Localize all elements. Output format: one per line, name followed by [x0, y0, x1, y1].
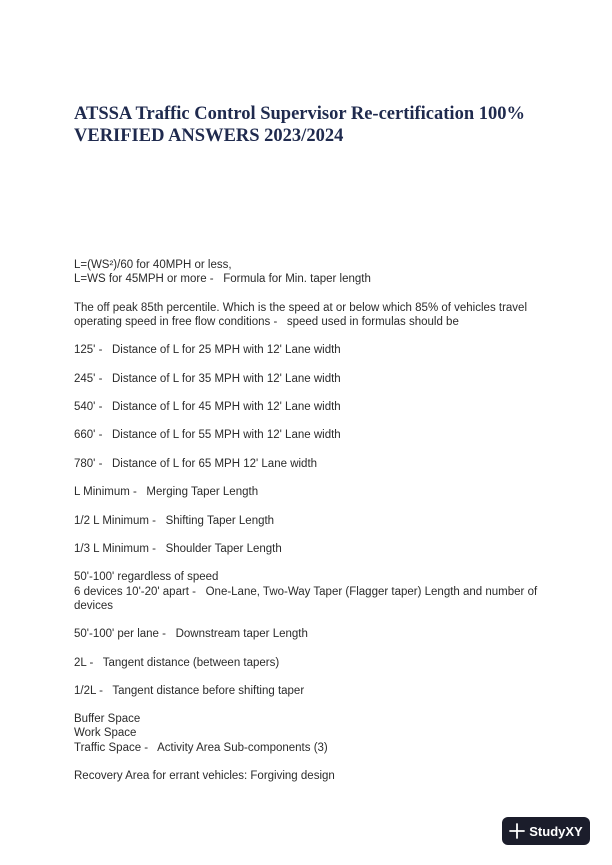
qa-line: Traffic Space - Activity Area Sub-components (3) [74, 741, 328, 754]
qa-line: 540' - Distance of L for 45 MPH with 12' Lane width [74, 400, 341, 413]
studyxy-logo-badge[interactable] [502, 817, 590, 845]
qa-line: 2L - Tangent distance (between tapers) [74, 656, 280, 669]
qa-entry [74, 485, 554, 499]
qa-line: The off peak 85th percentile. Which is the speed at or below which 85% of vehicles travel operating speed in free flow conditions - speed used in formulas should be [74, 301, 531, 328]
qa-entry [74, 570, 554, 613]
qa-entry [74, 301, 554, 329]
qa-entry [74, 656, 554, 670]
qa-line: Work Space [74, 727, 137, 740]
qa-entry [74, 457, 554, 471]
qa-line: 50'-100' regardless of speed [74, 571, 219, 584]
brand-name: StudyXY [529, 823, 583, 839]
qa-entry [74, 627, 554, 641]
qa-line: L Minimum - Merging Taper Length [74, 486, 259, 499]
document-title: ATSSA Traffic Control Supervisor Re-certification 100% VERIFIED ANSWERS 2023/2024 [74, 104, 525, 146]
qa-entry [74, 428, 554, 442]
qa-line: 1/2 L Minimum - Shifting Taper Length [74, 514, 275, 527]
document-body [74, 258, 554, 797]
qa-line: 660' - Distance of L for 55 MPH with 12' Lane width [74, 429, 341, 442]
qa-entry [74, 400, 554, 414]
qa-entry [74, 372, 554, 386]
qa-line: 1/2L - Tangent distance before shifting taper [74, 684, 305, 697]
qa-line: 50'-100' per lane - Downstream taper Length [74, 628, 308, 641]
qa-entry [74, 769, 554, 783]
qa-line: 245' - Distance of L for 35 MPH with 12' Lane width [74, 372, 341, 385]
qa-line: 1/3 L Minimum - Shoulder Taper Length [74, 542, 282, 555]
qa-line: Recovery Area for errant vehicles: Forgiving design [74, 770, 335, 783]
qa-entry [74, 258, 554, 286]
plus-sparkle-icon [509, 823, 525, 839]
qa-entry [74, 542, 554, 556]
qa-line: 6 devices 10'-20' apart - One-Lane, Two-Way Taper (Flagger taper) Length and number of devices [74, 585, 541, 612]
qa-line: L=WS for 45MPH or more - Formula for Min. taper length [74, 273, 371, 286]
qa-line: 780' - Distance of L for 65 MPH 12' Lane width [74, 457, 318, 470]
qa-line: L=(WS²)/60 for 40MPH or less, [74, 259, 232, 271]
qa-entry [74, 712, 554, 755]
qa-entry [74, 684, 554, 698]
qa-entry [74, 514, 554, 528]
qa-line: 125' - Distance of L for 25 MPH with 12' Lane width [74, 344, 341, 357]
qa-entry [74, 343, 554, 357]
qa-line: Buffer Space [74, 713, 141, 726]
